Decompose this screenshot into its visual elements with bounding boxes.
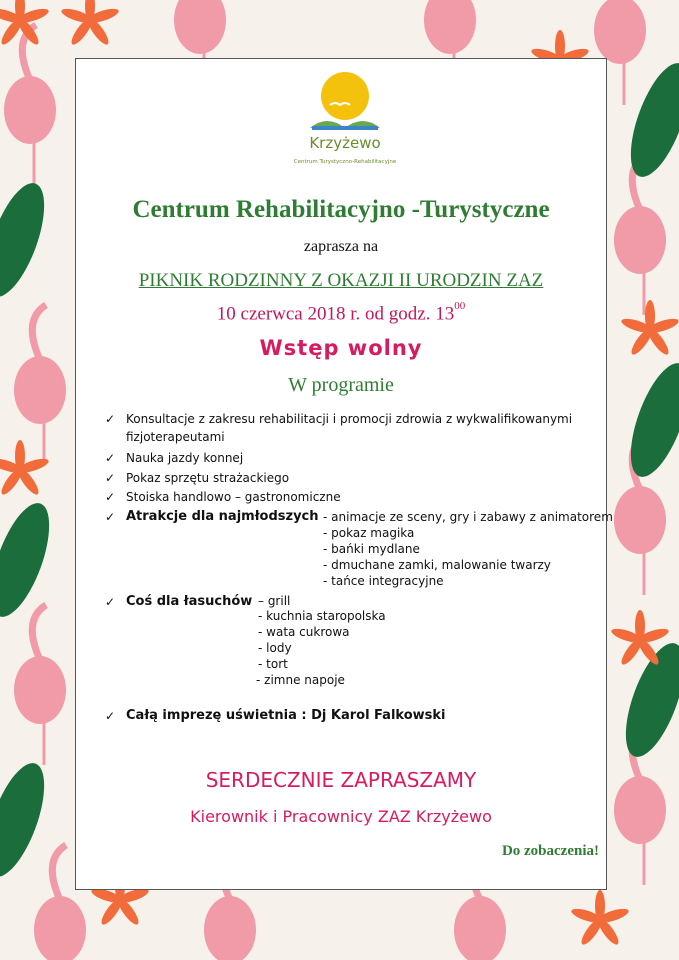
event-date-text: 10 czerwca 2018 r. od godz. 13: [216, 303, 455, 325]
kids-sub-item: - animacje ze sceny, gry i zabawy z animatorem: [323, 510, 613, 524]
food-label: Coś dla łasuchów: [126, 594, 253, 609]
list-item-label: fizjoterapeutami: [126, 430, 225, 444]
flamingo-body: [614, 486, 666, 554]
check-icon: ✓: [105, 451, 116, 465]
check-icon: ✓: [105, 709, 116, 723]
food-sub-item: – grill: [258, 594, 291, 608]
logo-name: Krzyżewo: [309, 134, 381, 152]
logo-tagline: Centrum Turystyczno-Rehabilitacyjne: [293, 159, 397, 165]
event-date-minutes: 00: [454, 300, 466, 312]
kids-sub-item: - tańce integracyjne: [323, 574, 444, 588]
dj-label: Całą imprezę uświetnia : Dj Karol Falkowski: [126, 708, 446, 723]
closing-invite: SERDECZNIE ZAPRASZAMY: [205, 768, 477, 792]
check-icon: ✓: [105, 471, 116, 485]
check-icon: ✓: [105, 490, 116, 504]
kids-sub-item: - bańki mydlane: [323, 542, 420, 556]
list-item-label: Nauka jazdy konnej: [126, 451, 244, 465]
flamingo-body: [4, 76, 56, 144]
goodbye-text: Do zobaczenia!: [501, 843, 599, 859]
food-sub-item: - wata cukrowa: [258, 625, 350, 639]
list-item-label: Konsultacje z zakresu rehabilitacji i promocji zdrowia z wykwalifikowanymi: [126, 412, 573, 426]
flamingo-body: [614, 776, 666, 844]
organizer-title: Centrum Rehabilitacyjno -Turystyczne: [132, 196, 550, 223]
check-icon: ✓: [105, 595, 116, 609]
check-icon: ✓: [105, 510, 116, 524]
invites-text: zaprasza na: [303, 238, 379, 255]
kids-label: Atrakcje dla najmłodszych: [126, 509, 319, 524]
food-sub-item: - zimne napoje: [256, 673, 345, 687]
kids-sub-item: - dmuchane zamki, malowanie twarzy: [323, 558, 551, 572]
entry-info: Wstęp wolny: [259, 336, 423, 360]
food-sub-item: - lody: [258, 641, 292, 655]
flamingo-body: [14, 656, 66, 724]
list-item-label: Pokaz sprzętu strażackiego: [126, 471, 290, 485]
event-date: [75, 300, 607, 325]
program-heading: W programie: [288, 374, 394, 396]
food-sub-item: - kuchnia staropolska: [258, 609, 386, 623]
signature: Kierownik i Pracownicy ZAZ Krzyżewo: [190, 807, 492, 826]
list-item-label: Stoiska handlowo – gastronomiczne: [126, 490, 341, 504]
check-icon: ✓: [105, 412, 116, 426]
food-sub-item: - tort: [258, 657, 288, 671]
flamingo-body: [614, 206, 666, 274]
flamingo-body: [14, 356, 66, 424]
krzyzewo-logo: [290, 70, 400, 170]
kids-sub-item: - pokaz magika: [323, 526, 415, 540]
event-title: PIKNIK RODZINNY Z OKAZJI II URODZIN ZAZ: [138, 270, 544, 291]
